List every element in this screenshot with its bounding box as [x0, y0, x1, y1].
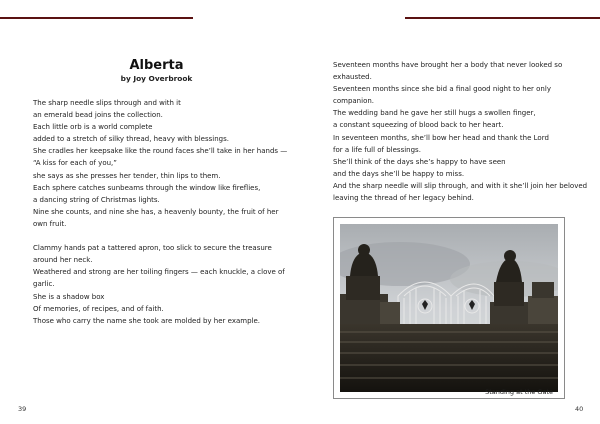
poem-line: garlic. — [33, 280, 55, 289]
poem-title: Alberta — [129, 58, 184, 73]
poem-line: around her neck. — [33, 256, 93, 265]
poem-line: leaving the thread of her legacy behind. — [333, 194, 474, 203]
photo-caption: Standing at the Gate — [485, 388, 553, 396]
poem-line: a dancing string of Christmas lights. — [33, 195, 160, 204]
poem-line: Nine she counts, and nine she has, a heavenly bounty, the fruit of her — [33, 207, 279, 216]
poem-line: and the days she’ll be happy to miss. — [333, 169, 465, 178]
poem-line: for a life full of blessings. — [333, 145, 421, 154]
poem-line: added to a stretch of silky thread, heavy with blessings. — [33, 135, 229, 144]
poem-line: Each sphere catches sunbeams through the window like fireflies, — [33, 183, 261, 192]
poem-line: Each little orb is a world complete — [33, 123, 153, 132]
page-number-right: 40 — [575, 405, 584, 413]
poem-line: exhausted. — [333, 73, 372, 82]
poem-line: an emerald bead joins the collection. — [33, 111, 163, 120]
poem-line: companion. — [333, 97, 375, 106]
page-number-left: 39 — [18, 405, 27, 413]
stanza-break — [33, 230, 287, 242]
poem-byline: by Joy Overbrook — [120, 74, 193, 83]
poem-right-column — [333, 59, 587, 204]
poem-line: The wedding band he gave her still hugs a swollen finger, — [333, 109, 536, 118]
poem-line: Of memories, of recipes, and of faith. — [33, 304, 164, 313]
poem-line: The sharp needle slips through and with it — [33, 99, 181, 107]
poem-line: own fruit. — [33, 219, 67, 228]
poem-line: a constant squeezing of blood back to her heart. — [333, 121, 504, 130]
poem-line: And the sharp needle will slip through, and with it she’ll join her beloved — [333, 181, 588, 190]
header-rule-left — [0, 17, 193, 19]
poem-line: In seventeen months, she’ll bow her head and thank the Lord — [333, 133, 549, 142]
poem-line: Clammy hands pat a tattered apron, too slick to secure the treasure — [33, 244, 272, 253]
poem-line: She cradles her keepsake like the round faces she’ll take in her hands — — [33, 147, 288, 156]
poem-left-column — [33, 97, 287, 327]
poem-line: She’ll think of the days she’s happy to have seen — [333, 157, 506, 166]
poem-line: Those who carry the name she took are molded by her example. — [33, 316, 260, 325]
poem-line: Weathered and strong are her toiling fingers — each knuckle, a clove of — [33, 268, 285, 277]
header-rule-right — [405, 17, 600, 19]
photo-frame — [333, 217, 565, 399]
poem-line: “A kiss for each of you,” — [33, 159, 117, 168]
gate-photo — [340, 224, 558, 392]
poem-line: Seventeen months have brought her a body that never looked so — [333, 61, 563, 69]
poem-line: She is a shadow box — [33, 292, 105, 301]
poem-line: she says as she presses her tender, thin lips to them. — [33, 171, 221, 180]
poem-line: Seventeen months since she bid a final good night to her only — [333, 85, 551, 94]
